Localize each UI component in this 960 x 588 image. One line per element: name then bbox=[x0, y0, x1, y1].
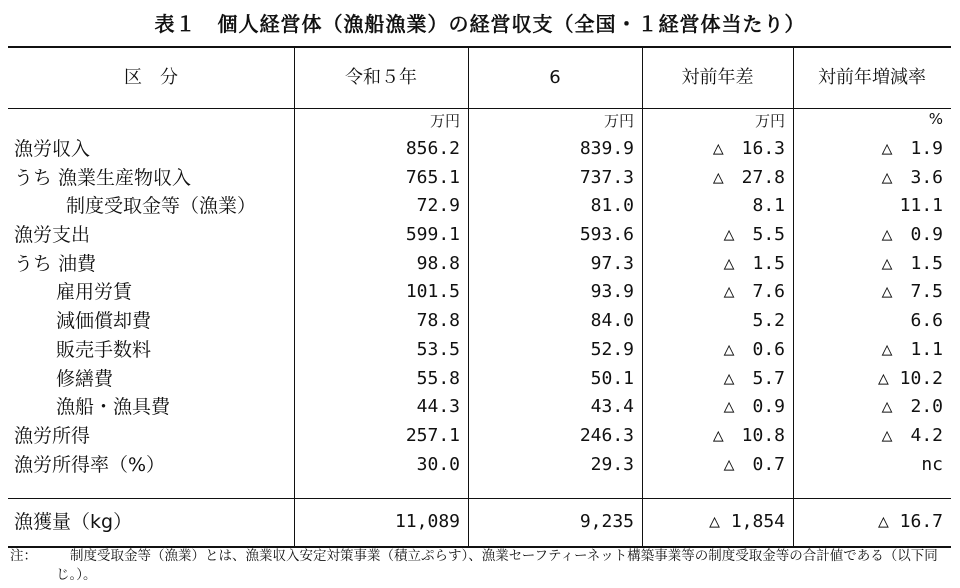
header-reiwa5: 令和５年 bbox=[345, 67, 417, 88]
row-label: うち 油費 bbox=[14, 252, 97, 275]
value-reiwa6: 9,235 bbox=[579, 511, 634, 532]
value-yoy-rate: 6.6 bbox=[910, 310, 943, 332]
row-label: うち 漁業生産物収入 bbox=[14, 166, 192, 189]
table-row bbox=[8, 365, 951, 394]
row-label: 販売手数料 bbox=[56, 338, 152, 361]
value-reiwa5: 78.8 bbox=[416, 310, 460, 332]
table-row bbox=[8, 307, 951, 336]
value-reiwa6: 839.9 bbox=[579, 138, 634, 159]
value-yoy-rate: △ 2.0 bbox=[881, 396, 943, 418]
data-rows bbox=[8, 135, 951, 479]
unit-col2: 万円 bbox=[603, 112, 634, 130]
value-reiwa5: 856.2 bbox=[405, 138, 460, 159]
value-reiwa6: 43.4 bbox=[590, 396, 634, 418]
value-yoy-rate: △ 1.5 bbox=[881, 252, 943, 274]
unit-col4: % bbox=[928, 110, 943, 128]
value-yoy-rate: △ 1.9 bbox=[881, 138, 943, 159]
table-row bbox=[8, 278, 951, 307]
catch-volume-row bbox=[8, 500, 951, 544]
value-reiwa6: 93.9 bbox=[590, 281, 634, 303]
value-yoy-diff: △ 5.5 bbox=[723, 224, 785, 246]
value-reiwa5: 765.1 bbox=[405, 166, 460, 188]
unit-col3: 万円 bbox=[754, 112, 785, 130]
value-yoy-rate: △ 0.9 bbox=[881, 224, 943, 246]
row-label: 減価償却費 bbox=[56, 310, 152, 333]
value-yoy-diff: △ 7.6 bbox=[723, 281, 785, 303]
table-row bbox=[8, 192, 951, 221]
value-yoy-diff: △ 0.9 bbox=[723, 396, 785, 418]
header-yoy-rate: 対前年増減率 bbox=[818, 67, 926, 88]
value-reiwa5: 599.1 bbox=[405, 224, 460, 246]
value-reiwa5: 101.5 bbox=[405, 281, 460, 303]
value-reiwa5: 98.8 bbox=[416, 252, 460, 274]
value-yoy-diff: 8.1 bbox=[752, 195, 785, 217]
header-reiwa6: 6 bbox=[549, 67, 561, 88]
value-yoy-rate: 11.1 bbox=[899, 195, 943, 217]
value-reiwa5: 44.3 bbox=[416, 396, 460, 418]
catch-row-divider bbox=[8, 498, 951, 499]
table-title: 表１ 個人経営体（漁船漁業）の経営収支（全国・１経営体当たり） bbox=[154, 12, 806, 36]
header-yoy-diff: 対前年差 bbox=[681, 67, 754, 88]
value-yoy-diff: △ 5.7 bbox=[723, 367, 785, 389]
table-row bbox=[8, 451, 951, 480]
income-statement-table bbox=[8, 46, 951, 548]
value-reiwa6: 97.3 bbox=[590, 252, 634, 274]
table-row bbox=[8, 422, 951, 451]
value-reiwa6: 84.0 bbox=[590, 310, 634, 332]
value-yoy-rate: △ 7.5 bbox=[881, 281, 943, 303]
value-yoy-rate: △ 16.7 bbox=[877, 511, 943, 532]
row-label: 漁労所得率（%） bbox=[14, 453, 166, 476]
row-label: 漁労支出 bbox=[14, 224, 91, 247]
value-yoy-diff: △ 1.5 bbox=[723, 252, 785, 274]
header-divider bbox=[8, 108, 951, 109]
value-yoy-diff: 5.2 bbox=[752, 310, 785, 332]
value-reiwa6: 50.1 bbox=[590, 367, 634, 389]
value-yoy-diff: △ 0.7 bbox=[723, 453, 785, 475]
table-row bbox=[8, 221, 951, 250]
table-row bbox=[8, 336, 951, 365]
table-row bbox=[8, 250, 951, 279]
row-label: 漁船・漁具費 bbox=[56, 396, 171, 419]
value-yoy-diff: △ 27.8 bbox=[712, 166, 785, 188]
value-yoy-diff: △ 10.8 bbox=[712, 424, 785, 446]
value-reiwa5: 30.0 bbox=[416, 453, 460, 475]
footnote-text: 制度受取金等（漁業）とは、漁業収入安定対策事業（積立ぷらす）、漁業セーフティーネット構築事業等の制度受取金等の合計値である（以下同じ。）。 bbox=[56, 548, 938, 583]
table-row bbox=[8, 135, 951, 164]
row-label: 漁労所得 bbox=[14, 424, 91, 447]
value-yoy-rate: △ 10.2 bbox=[877, 367, 943, 389]
row-label: 漁労収入 bbox=[14, 138, 91, 160]
value-yoy-diff: △ 1,854 bbox=[709, 511, 785, 532]
table-row bbox=[8, 164, 951, 193]
value-reiwa6: 246.3 bbox=[579, 424, 634, 446]
value-yoy-diff: △ 16.3 bbox=[712, 138, 785, 159]
value-reiwa5: 55.8 bbox=[416, 367, 460, 389]
value-yoy-diff: △ 0.6 bbox=[723, 338, 785, 360]
value-yoy-rate: nc bbox=[921, 453, 943, 475]
row-label: 漁獲量（kg） bbox=[14, 511, 133, 533]
value-reiwa6: 81.0 bbox=[590, 195, 634, 217]
value-reiwa6: 593.6 bbox=[579, 224, 634, 246]
value-yoy-rate: △ 3.6 bbox=[881, 166, 943, 188]
value-yoy-rate: △ 1.1 bbox=[881, 338, 943, 360]
header-category: 区 分 bbox=[124, 67, 178, 88]
value-reiwa6: 29.3 bbox=[590, 453, 634, 475]
value-reiwa5: 257.1 bbox=[405, 424, 460, 446]
row-label: 修繕費 bbox=[56, 367, 114, 390]
row-label: 制度受取金等（漁業） bbox=[66, 195, 257, 218]
value-reiwa6: 737.3 bbox=[579, 166, 634, 188]
units-row bbox=[8, 110, 951, 132]
value-reiwa5: 72.9 bbox=[416, 195, 460, 217]
row-label: 雇用労賃 bbox=[56, 281, 133, 304]
value-reiwa6: 52.9 bbox=[590, 338, 634, 360]
value-reiwa5: 11,089 bbox=[394, 511, 460, 532]
value-yoy-rate: △ 4.2 bbox=[881, 424, 943, 446]
table-row bbox=[8, 393, 951, 422]
unit-col1: 万円 bbox=[429, 112, 460, 130]
value-reiwa5: 53.5 bbox=[416, 338, 460, 360]
footnote-label: 注： bbox=[10, 548, 37, 564]
